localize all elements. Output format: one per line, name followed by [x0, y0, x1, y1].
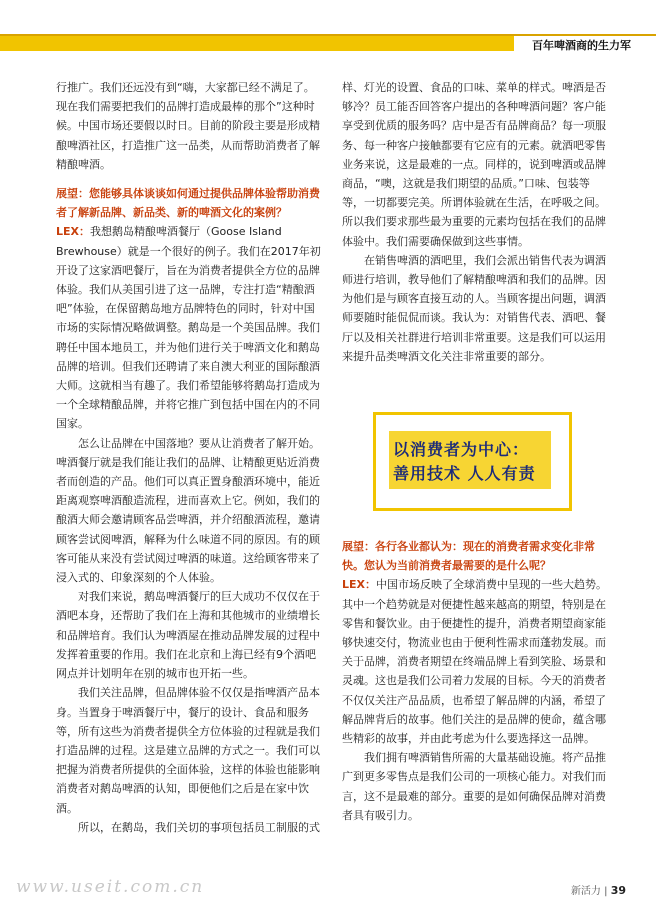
body-paragraph: 我们拥有啤酒销售所需的大量基础设施。将产品推广到更多零售点是我们公司的一项核心能力。对我们而言，这不是最难的部分。重要的是如何确保品牌对消费者具有吸引力。 [342, 751, 606, 822]
interview-question: 展望：各行各业都认为：现在的消费者需求变化非常快。您认为当前消费者最需要的是什么呢？ [342, 540, 595, 573]
body-paragraph: 对我们来说，鹅岛啤酒餐厅的巨大成功不仅仅在于酒吧本身，还帮助了我们在上海和其他城市的业绩增长和品牌培育。我们认为啤酒屋在推动品牌发展的过程中发挥着重要的作用。我们在北京和上海已经有9个酒吧网点并计划明年在别的城市也开拓一些。 [56, 590, 320, 681]
speaker-label: LEX： [56, 225, 91, 239]
body-paragraph: 行推广。我们还远没有到“嗨，大家都已经不满足了。现在我们需要把我们的品牌打造成最棒的那个”这种时候。中国市场还要假以时日。目前的阶段主要是形成精酿啤酒社区，打造推广这一品类，从而帮助消费者了解精酿啤酒。 [56, 81, 320, 171]
section-title: 百年啤酒商的生力军 [532, 39, 631, 52]
body-paragraph: 样、灯光的设置、食品的口味、菜单的样式。啤酒是否够冷？员工能否回答客户提出的各种啤酒问题？客户能享受到优质的服务吗？店中是否有品牌商品？每一项服务、每一种客户接触都要有它应有的元素。就酒吧零售业务来说，这是最难的一点。同样的，说到啤酒或品牌商品，“噢，这就是我们期望的品质。”口味、包装等等，一切都要完美。所谓体验就在生活，在呼吸之间。所以我们要求那些最为重要的元素均包括在我们的品牌体验中。我们需要确保做到这些事情。 [342, 81, 606, 248]
body-paragraph: 所以，在鹅岛，我们关切的事项包括员工制服的式 [78, 820, 320, 834]
speaker-label: LEX： [342, 578, 377, 592]
answer-text: 中国市场反映了全球消费中呈现的一些大趋势。其中一个趋势就是对便捷性越来越高的期望，特别是在零售和餐饮业。由于便捷性的提升，消费者期望商家能够快速交付，物流业也由于便利性需求而蓬勃发展。而关于品牌，消费者期望在终端品牌上看到笑脸、场景和灵魂。这也是我们公司着力发展的目标。今天的消费者不仅仅关注产品品质，也希望了解品牌的内涵，希望了解品牌背后的故事。他们关注的是品牌的使命，蕴含哪些精彩的故事，并由此考虑为什么要选择这一品牌。 [342, 578, 608, 746]
callout-highlight [389, 431, 551, 489]
interview-question: 展望：您能够具体谈谈如何通过提供品牌体验帮助消费者了解新品牌、新品类、新的啤酒文化的案例？ [56, 187, 320, 220]
right-column-bottom [342, 537, 610, 825]
footer-separator: | [604, 886, 608, 897]
callout-line-1: 以消费者为中心： [393, 440, 530, 459]
spacer [56, 174, 324, 184]
body-paragraph: 在销售啤酒的酒吧里，我们会派出销售代表为调酒师进行培训，教导他们了解精酿啤酒和我们的品牌。因为他们是与顾客直接互动的人。当顾客提出问题，调酒师要随时能侃侃而谈。我认为：对销售代表、酒吧、餐厅以及相关社群进行培训非常重要。这是我们可以运用来提升品类啤酒文化关注非常重要的部分。 [342, 253, 606, 363]
left-column [56, 78, 324, 837]
header-accent-band [0, 36, 514, 51]
callout-line-2: 善用技术 人人有责 [393, 464, 536, 483]
callout-box [373, 412, 572, 511]
header-bar [0, 34, 656, 54]
page-number: 39 [610, 884, 626, 897]
body-paragraph: 怎么让品牌在中国落地？要从让消费者了解开始。啤酒餐厅就是我们能让我们的品牌、让精酿更贴近消费者而创造的产品。他们可以真正置身酿酒环境中，能近距离观察啤酒酿造流程，进而喜欢上它。例如，我们的酿酒大师会邀请顾客品尝啤酒，并介绍酿酒流程，邀请顾客尝试阅啤酒，解释为什么味道不同的原因。有的顾客可能从来没有尝试阅过啤酒的味道。这给顾客带来了浸入式的、印象深刻的个人体验。 [56, 436, 320, 585]
magazine-name: 新活力 [570, 886, 601, 897]
right-column-top [342, 78, 610, 366]
body-paragraph: 我们关注品牌，但品牌体验不仅仅是指啤酒产品本身。当置身于啤酒餐厅中，餐厅的设计、食品和服务等，所有这些为消费者提供全方位体验的过程就是我们打造品牌的过程。这是建立品牌的方式之一。我们可以把握为消费者所提供的全面体验，这样的体验也能影响消费者对鹅岛啤酒的认知，即便他们之后是在家中饮酒。 [56, 686, 320, 815]
answer-paragraph [56, 222, 324, 433]
answer-text: 我想鹅岛精酿啤酒餐厅（Goose Island Brewhouse）就是一个很好的例子。我们在2017年初开设了这家酒吧餐厅，旨在为消费者提供全方位的品牌体验。我们从美国引进了这一品牌，专注打造“精酿酒吧”体验，在保留鹅岛地方品牌特色的同时，针对中国市场的实际情况略做调整。鹅岛是一个美国品牌。我们聘任中国本地员工，并为他们进行关于啤酒文化和鹅岛品牌的培训。但我们还聘请了来自澳大利亚的国际酿酒大师。这就相当有趣了。我们希望能够将鹅岛打造成为一个全球精酿品牌，并将它推广到包括中国在内的不同国家。 [56, 225, 321, 431]
answer-paragraph [342, 575, 610, 748]
page-footer [571, 882, 626, 897]
watermark: www.useit.com.cn [16, 877, 205, 897]
